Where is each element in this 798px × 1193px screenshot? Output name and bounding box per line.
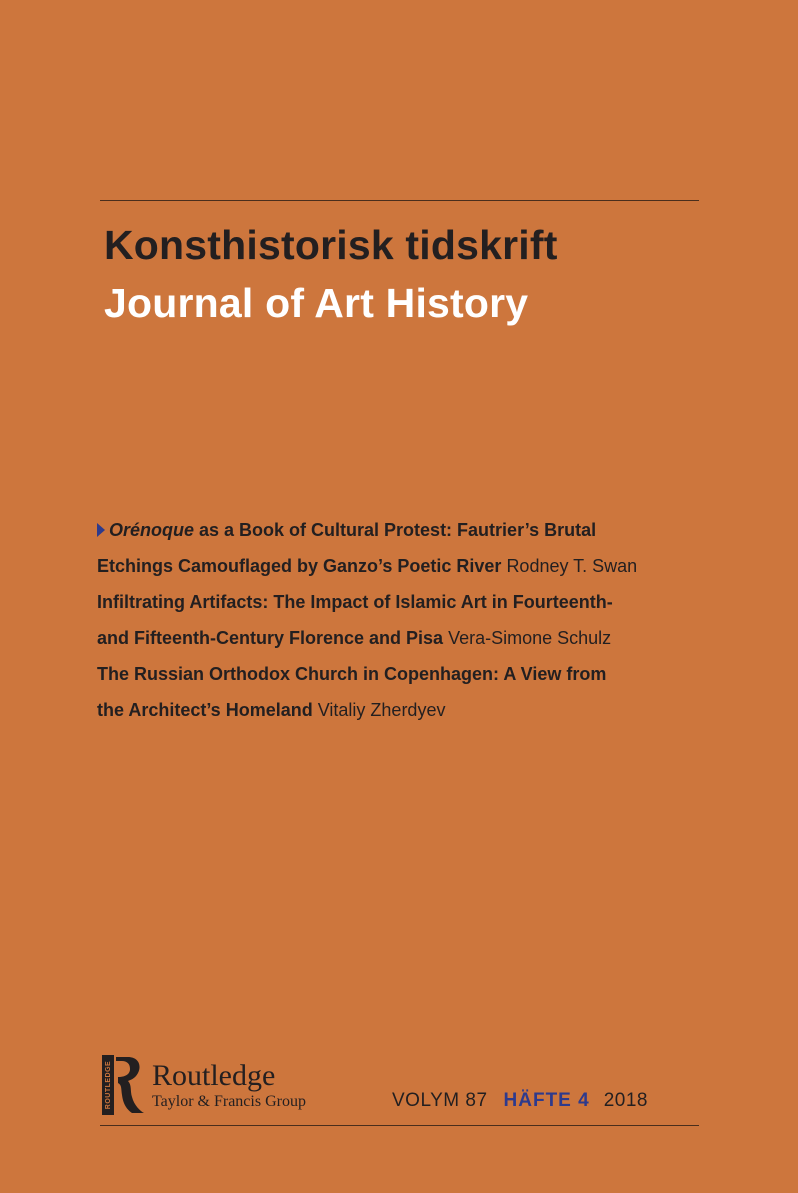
article-line — [97, 620, 697, 656]
article-title: as a Book of Cultural Protest: Fautrier’s Brutal — [194, 520, 597, 540]
logo-vertical-text: ROUTLEDGE — [104, 1060, 112, 1110]
issue-year: 2018 — [603, 1090, 648, 1111]
triangle-marker-icon — [97, 523, 105, 537]
article-infiltrating-artifacts[interactable] — [97, 584, 697, 656]
table-of-contents — [97, 512, 697, 728]
article-line — [97, 512, 697, 548]
publisher-name: Routledge — [152, 1059, 276, 1092]
journal-title-swedish: Konsthistorisk tidskrift — [104, 222, 558, 268]
journal-title-english: Journal of Art History — [104, 280, 529, 326]
article-title: the Architect’s Homeland — [97, 700, 313, 720]
top-rule — [100, 200, 699, 201]
article-title: Etchings Camouflaged by Ganzo’s Poetic River — [97, 556, 502, 576]
article-russian-orthodox-church[interactable] — [97, 656, 697, 728]
article-line — [97, 656, 697, 692]
article-author: Vitaliy Zherdyev — [317, 700, 446, 720]
article-title: and Fifteenth-Century Florence and Pisa — [97, 628, 444, 648]
issue-info — [392, 1090, 648, 1112]
article-author: Rodney T. Swan — [506, 556, 638, 576]
routledge-r-logo-icon — [102, 1055, 146, 1115]
routledge-logo — [102, 1055, 342, 1115]
article-line — [97, 692, 697, 728]
issue-number: HÄFTE 4 — [503, 1090, 590, 1111]
volume-label: VOLYM 87 — [392, 1090, 488, 1111]
article-title: The Russian Orthodox Church in Copenhagen: A View from — [97, 664, 607, 684]
bottom-rule — [100, 1125, 699, 1126]
article-title-italic: Orénoque — [109, 520, 195, 540]
article-author: Vera-Simone Schulz — [448, 628, 612, 648]
article-title: Infiltrating Artifacts: The Impact of Islamic Art in Fourteenth- — [97, 592, 613, 612]
article-line — [97, 548, 697, 584]
publisher-group: Taylor & Francis Group — [152, 1093, 306, 1110]
article-line — [97, 584, 697, 620]
article-orenoque[interactable] — [97, 512, 697, 584]
